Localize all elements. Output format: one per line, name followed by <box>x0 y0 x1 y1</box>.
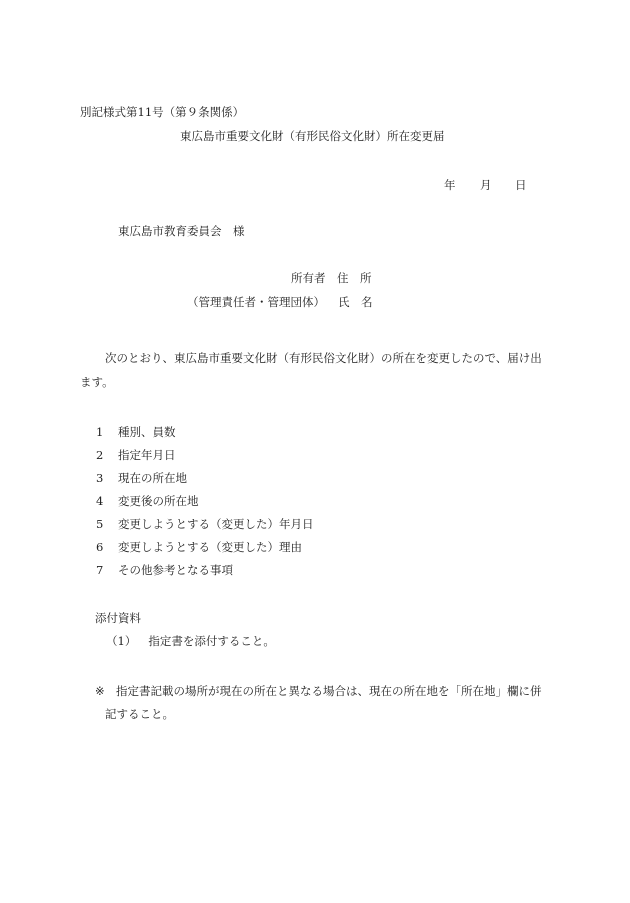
item-label: 変更後の所在地 <box>118 494 199 508</box>
list-item <box>96 519 314 531</box>
note-line-1: 指定書記載の場所が現在の所在と異なる場合は、現在の所在地を「所在地」欄に併 <box>116 684 542 698</box>
item-number: 3 <box>96 471 104 485</box>
item-number: 4 <box>96 494 104 508</box>
list-item <box>96 450 176 462</box>
item-label: その他参考となる事項 <box>118 563 233 577</box>
list-item <box>96 496 199 508</box>
attachments-heading: 添付資料 <box>95 611 141 625</box>
list-item <box>96 473 187 485</box>
list-item <box>96 565 233 577</box>
item-number: 6 <box>96 540 104 554</box>
form-title: 東広島市重要文化財（有形民俗文化財）所在変更届 <box>180 129 445 143</box>
owner-address-label: 所有者 住 所 <box>291 271 372 285</box>
item-label: 種別、員数 <box>118 425 176 439</box>
item-label: 変更しようとする（変更した）理由 <box>118 540 302 554</box>
date-year: 年 <box>444 178 456 192</box>
item-number: 1 <box>96 425 104 439</box>
note-line-2: 記すること。 <box>105 707 174 721</box>
form-label: 別記様式第11号（第９条関係） <box>80 105 245 119</box>
attachment-item <box>106 636 275 648</box>
item-label: 変更しようとする（変更した）年月日 <box>118 517 314 531</box>
note-mark: ※ <box>95 684 105 698</box>
date-day: 日 <box>515 178 527 192</box>
attachment-number: （1） <box>106 634 137 648</box>
owner-name-label: 氏 名 <box>338 295 373 309</box>
item-number: 7 <box>96 563 104 577</box>
owner-name-prefix: （管理責任者・管理団体） <box>187 295 325 309</box>
list-item <box>96 542 302 554</box>
body-line-2: ます。 <box>80 375 114 389</box>
list-item <box>96 427 176 439</box>
item-label: 現在の所在地 <box>118 471 187 485</box>
item-number: 2 <box>96 448 104 462</box>
date-month: 月 <box>480 178 492 192</box>
body-line-1: 次のとおり、東広島市重要文化財（有形民俗文化財）の所在を変更したので、届け出 <box>105 351 542 365</box>
item-number: 5 <box>96 517 104 531</box>
addressee: 東広島市教育委員会 様 <box>118 224 245 238</box>
item-label: 指定年月日 <box>118 448 176 462</box>
attachment-text: 指定書を添付すること。 <box>148 634 275 648</box>
